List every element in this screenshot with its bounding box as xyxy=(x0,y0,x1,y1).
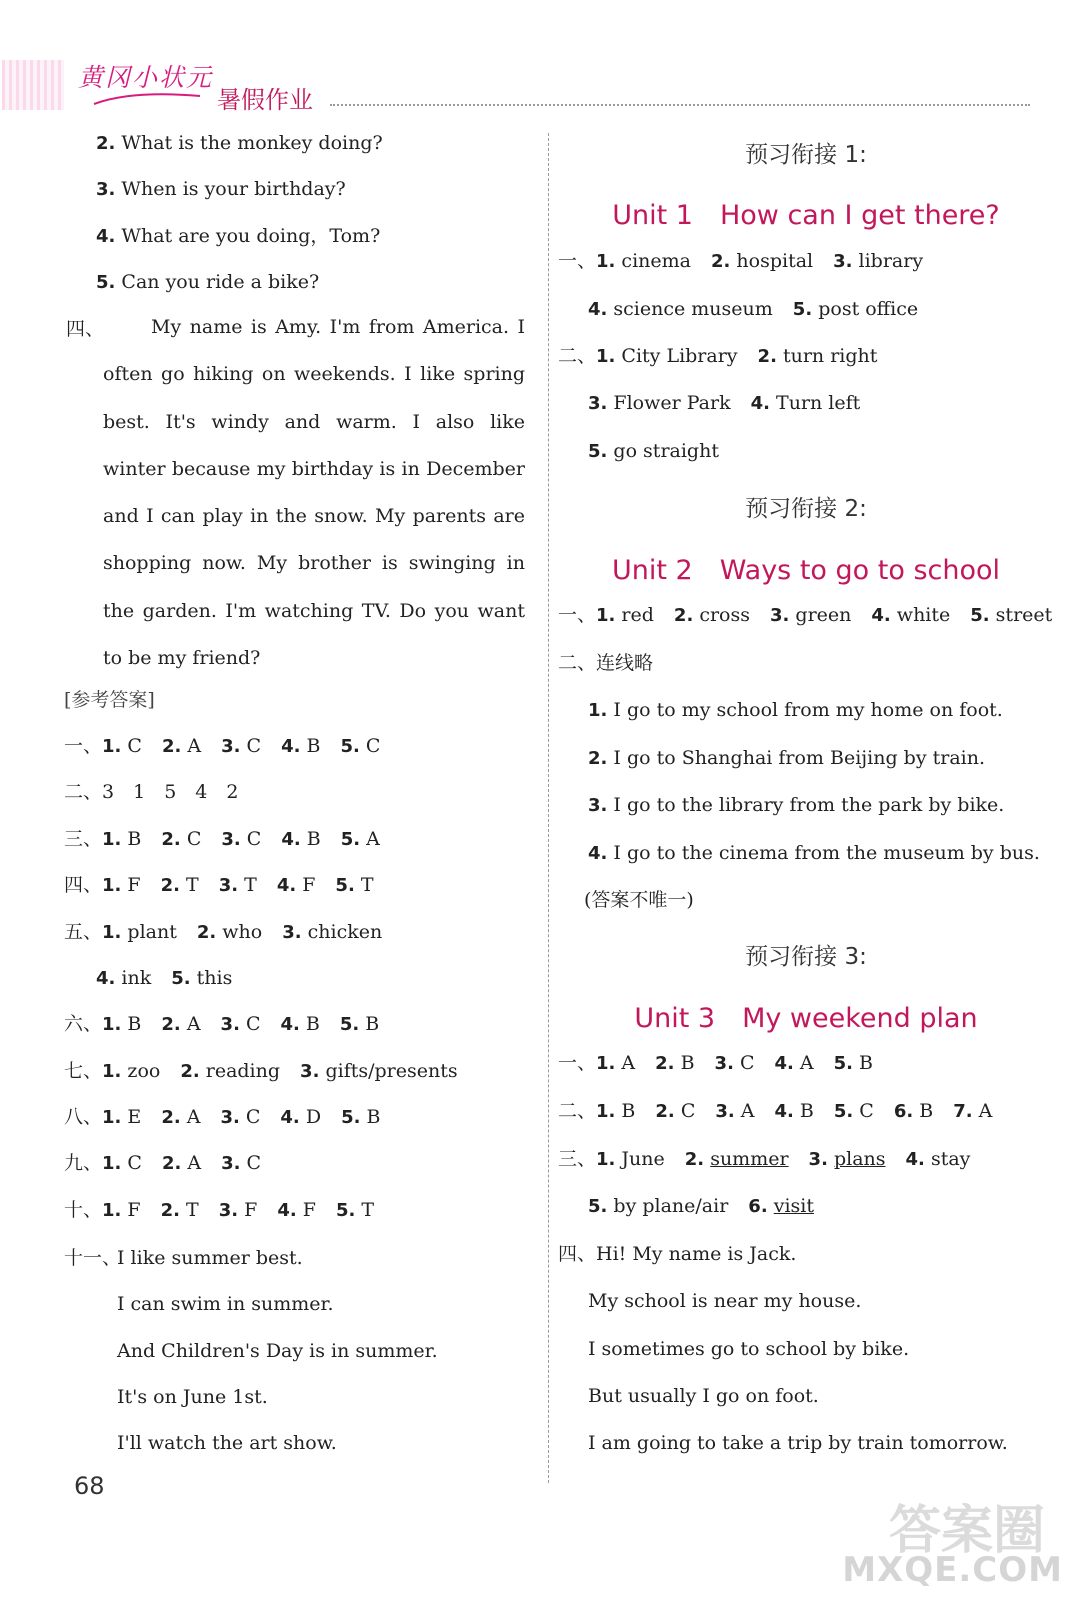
item-number: 1. xyxy=(596,1101,616,1122)
item-number: 3. xyxy=(714,1053,734,1074)
item-answer: D xyxy=(299,1106,322,1128)
answer-line xyxy=(64,779,238,805)
answer-line xyxy=(588,438,719,465)
item-number: 5. xyxy=(341,1107,361,1128)
item-answer: F xyxy=(238,1199,258,1221)
item-number: 4. xyxy=(281,829,301,850)
question-line: 4. What are you doing，Tom? xyxy=(96,225,381,247)
answer-line xyxy=(96,965,232,992)
item-number: 4. xyxy=(750,393,770,414)
item-answer: street xyxy=(989,604,1053,626)
answer-label: 七、 xyxy=(64,1060,103,1082)
item-number: 4. xyxy=(588,299,608,320)
item-number: 6. xyxy=(748,1196,768,1217)
item-number: 5. xyxy=(340,736,360,757)
item-answer: F xyxy=(296,874,316,896)
brand-logo: 黄冈小状元 xyxy=(78,63,214,92)
item-answer: green xyxy=(789,604,852,626)
item-answer: zoo xyxy=(121,1060,161,1082)
essay-line: And Children's Day is in summer. xyxy=(117,1340,438,1362)
item-number: 3. xyxy=(715,1101,735,1122)
header-decoration xyxy=(2,60,64,110)
item-number: 1. xyxy=(596,1053,616,1074)
header-dotted-rule xyxy=(330,104,1030,106)
item-number: 5. xyxy=(833,1101,854,1122)
answer-line: 三、1. June 2. summer 3. plans 4. stay xyxy=(558,1148,971,1170)
item-answer: T xyxy=(180,874,199,896)
item-answer: B xyxy=(615,1100,636,1122)
answer-label: 五、 xyxy=(64,921,103,943)
item-number: 5. xyxy=(335,1200,356,1221)
item-number: 3. xyxy=(220,1107,240,1128)
item-answer: F xyxy=(121,874,141,896)
answer-line xyxy=(64,1058,458,1085)
item-answer: A xyxy=(181,1152,202,1174)
answer-label: 八、 xyxy=(64,1106,103,1128)
item-number: 5. xyxy=(171,968,191,989)
item-number: 1. xyxy=(102,1200,122,1221)
item-number: 1. xyxy=(102,829,122,850)
item-answer: who xyxy=(216,921,263,943)
essay-line: But usually I go on foot. xyxy=(588,1385,819,1407)
item-number: 5. xyxy=(792,299,813,320)
item-answer: B xyxy=(121,828,142,850)
item-number: 2. xyxy=(161,829,181,850)
item-answer: F xyxy=(296,1199,316,1221)
item-answer: science museum xyxy=(607,298,773,320)
item-answer: go straight xyxy=(607,440,719,462)
item-answer: B xyxy=(674,1052,695,1074)
item-answer: A xyxy=(734,1100,755,1122)
item-answer: post office xyxy=(812,298,919,320)
answer-line: 一、1. red 2. cross 3. green 4. white 5. street xyxy=(558,604,1053,626)
item-answer: chicken xyxy=(301,921,383,943)
answer-line: 二、1. B 2. C 3. A 4. B 5. C 6. B 7. A xyxy=(558,1100,993,1122)
item-number: 2. xyxy=(161,1107,181,1128)
item-number: 4. xyxy=(281,736,301,757)
item-number: 1. xyxy=(102,1061,122,1082)
item-answer: C xyxy=(359,735,381,757)
answer-line xyxy=(64,872,374,899)
answer-line: 一、1. cinema 2. hospital 3. library xyxy=(558,250,924,272)
answer-label: 九、 xyxy=(64,1152,103,1174)
item-answer: hospital xyxy=(730,250,814,272)
item-number: 3. xyxy=(218,875,239,896)
item-answer: B xyxy=(793,1100,814,1122)
section-heading: 预习衔接 2: xyxy=(745,496,867,522)
item-number: 2. xyxy=(160,1200,180,1221)
answer-note: (答案不唯一) xyxy=(584,889,694,911)
item-answer: T xyxy=(354,874,374,896)
item-answer: gifts/presents xyxy=(319,1060,458,1082)
item-answer: turn right xyxy=(776,345,878,367)
item-number: 2. xyxy=(673,605,694,626)
question-line: 3. When is your birthday? xyxy=(96,178,346,200)
item-answer: B xyxy=(853,1052,874,1074)
sentence-line: 4. I go to the cinema from the museum by bus. xyxy=(588,842,1040,864)
question-line: 2. What is the monkey doing? xyxy=(96,132,383,154)
item-number: 2. xyxy=(161,1153,182,1174)
item-number: 5. xyxy=(588,1196,608,1217)
item-number: 2. xyxy=(710,251,731,272)
watermark-logo: 答案圈 MXQE.COM xyxy=(842,1500,1063,1590)
answer-line: 四、Hi! My name is Jack. xyxy=(558,1243,797,1265)
item-answer: A xyxy=(615,1052,636,1074)
item-number: 4. xyxy=(276,875,297,896)
item-number: 3. xyxy=(220,1014,240,1035)
item-answer: A xyxy=(180,1013,201,1035)
item-number: 3. xyxy=(221,1153,241,1174)
unit-title: Unit 3 My weekend plan xyxy=(634,1003,978,1034)
item-number: 1. xyxy=(596,346,616,367)
item-answer: B xyxy=(121,1013,142,1035)
sentence-line: 1. I go to my school from my home on foot. xyxy=(588,699,1003,721)
item-number: 2. xyxy=(160,875,180,896)
item-number: 3. xyxy=(221,736,241,757)
item-number: 2. xyxy=(655,1101,675,1122)
item-answer: reading xyxy=(199,1060,281,1082)
item-number: 1. xyxy=(596,605,616,626)
question-line: 5. Can you ride a bike? xyxy=(96,271,320,293)
item-answer: C xyxy=(853,1100,874,1122)
item-number: 4. xyxy=(277,1200,297,1221)
item-answer: visit xyxy=(773,1195,814,1217)
item-number: 5. xyxy=(340,829,361,850)
item-answer: B xyxy=(913,1100,934,1122)
item-answer: T xyxy=(355,1199,375,1221)
item-number: 5. xyxy=(339,1014,360,1035)
answer-label: 十一、 xyxy=(64,1247,122,1269)
item-number: 4. xyxy=(774,1101,794,1122)
item-number: 5. xyxy=(335,875,355,896)
reference-answer-title: [参考答案] xyxy=(64,689,155,711)
answer-line: 二、连线略 xyxy=(558,652,654,674)
essay-line: My school is near my house. xyxy=(588,1290,862,1312)
passage-text: My name is Amy. I'm from America. I often go hiking on weekends. I like spring best. It's windy and warm. I also like winter because my birthday is in December and I can play in the snow. My parents are shopping now. My brother is swinging in the garden. I'm watching TV. Do you want to be my friend? xyxy=(103,316,525,670)
item-answer: C xyxy=(240,828,262,850)
item-answer: Flower Park xyxy=(607,392,731,414)
sentence-line: 3. I go to the library from the park by bike. xyxy=(588,794,1005,816)
item-answer: library xyxy=(852,250,924,272)
item-answer: T xyxy=(180,1199,199,1221)
item-number: 4. xyxy=(774,1053,794,1074)
essay-line: I like summer best. xyxy=(117,1247,303,1269)
item-answer: City Library xyxy=(615,345,738,367)
item-number: 1. xyxy=(596,1149,616,1170)
item-answer: by plane/air xyxy=(607,1195,729,1217)
answer-line: 一、1. A 2. B 3. C 4. A 5. B xyxy=(558,1052,874,1074)
answer-line xyxy=(64,1011,379,1038)
unit-title: Unit 2 Ways to go to school xyxy=(611,555,1001,586)
item-number: 3. xyxy=(808,1149,828,1170)
answer-line xyxy=(64,919,382,946)
item-answer: C xyxy=(674,1100,696,1122)
item-answer: E xyxy=(121,1106,142,1128)
item-number: 3. xyxy=(218,1200,239,1221)
item-number: 3. xyxy=(300,1061,320,1082)
item-answer: A xyxy=(181,735,202,757)
item-answer: cross xyxy=(693,604,750,626)
header-title: 暑假作业 xyxy=(217,86,313,114)
essay-line: I can swim in summer. xyxy=(117,1293,334,1315)
item-number: 6. xyxy=(893,1101,914,1122)
item-number: 4. xyxy=(871,605,891,626)
item-number: 1. xyxy=(102,1014,122,1035)
item-answer: white xyxy=(890,604,951,626)
answer-line xyxy=(588,390,860,417)
item-answer: C xyxy=(240,735,262,757)
item-answer: summer xyxy=(710,1148,789,1170)
answer-line xyxy=(64,733,380,760)
answer-label: 十、 xyxy=(64,1199,103,1221)
item-answer: red xyxy=(615,604,654,626)
essay-line: It's on June 1st. xyxy=(117,1386,268,1408)
item-answer: C xyxy=(121,1152,142,1174)
item-number: 5. xyxy=(833,1053,854,1074)
answer-label: 三、 xyxy=(64,828,103,850)
essay-line: I sometimes go to school by bike. xyxy=(588,1338,910,1360)
passage-label: 四、 xyxy=(66,318,105,340)
item-number: 3. xyxy=(588,393,608,414)
answer-label: 四、 xyxy=(64,874,103,896)
page-number: 68 xyxy=(74,1472,105,1500)
item-answer: this xyxy=(190,967,233,989)
item-number: 5. xyxy=(970,605,990,626)
item-answer: F xyxy=(121,1199,141,1221)
item-number: 3. xyxy=(770,605,790,626)
item-number: 2. xyxy=(196,922,217,943)
item-answer: C xyxy=(121,735,142,757)
item-number: 1. xyxy=(102,736,122,757)
item-answer: B xyxy=(299,1013,320,1035)
section-heading: 预习衔接 3: xyxy=(745,944,867,970)
item-number: 2. xyxy=(161,1014,181,1035)
essay-line: I am going to take a trip by train tomorrow. xyxy=(588,1432,1008,1454)
answer-label: 一、 xyxy=(64,735,103,757)
answer-label: 六、 xyxy=(64,1013,103,1035)
item-answer: stay xyxy=(924,1148,971,1170)
item-number: 4. xyxy=(280,1107,300,1128)
unit-title: Unit 1 How can I get there? xyxy=(612,200,1000,231)
item-answer: A xyxy=(360,828,380,850)
item-answer: B xyxy=(300,828,321,850)
sentence-line: 2. I go to Shanghai from Beijing by train. xyxy=(588,747,986,769)
item-answer: plant xyxy=(121,921,177,943)
item-number: 5. xyxy=(588,441,608,462)
item-number: 1. xyxy=(596,251,616,272)
item-answer: C xyxy=(180,828,202,850)
item-answer: June xyxy=(615,1148,665,1170)
item-number: 3. xyxy=(833,251,853,272)
answer-line xyxy=(588,1193,814,1220)
answer-line xyxy=(64,1197,374,1224)
section-heading: 预习衔接 1: xyxy=(745,142,867,168)
item-answer: C xyxy=(239,1013,261,1035)
item-answer: B xyxy=(359,1013,380,1035)
item-number: 2. xyxy=(180,1061,200,1082)
item-answer: B xyxy=(300,735,321,757)
item-answer: T xyxy=(238,874,257,896)
item-answer: B xyxy=(360,1106,381,1128)
item-answer: C xyxy=(240,1152,262,1174)
item-answer: cinema xyxy=(615,250,691,272)
page-header xyxy=(0,0,1083,120)
item-answer: 3 1 5 4 2 xyxy=(102,781,239,803)
answer-line: 二、1. City Library 2. turn right xyxy=(558,345,878,367)
item-answer: C xyxy=(239,1106,261,1128)
item-answer: A xyxy=(793,1052,814,1074)
item-number: 2. xyxy=(161,736,182,757)
answer-line xyxy=(64,826,380,853)
brand-swoosh-icon xyxy=(92,88,202,108)
item-answer: A xyxy=(180,1106,201,1128)
essay-line: I'll watch the art show. xyxy=(117,1432,337,1454)
item-number: 1. xyxy=(102,1153,122,1174)
item-number: 4. xyxy=(905,1149,925,1170)
answer-line xyxy=(64,1104,380,1131)
item-number: 1. xyxy=(102,922,122,943)
answer-line xyxy=(588,296,918,323)
item-number: 1. xyxy=(102,1107,122,1128)
answer-line xyxy=(64,1150,261,1177)
item-answer: plans xyxy=(833,1148,886,1170)
item-number: 3. xyxy=(221,829,241,850)
item-answer: C xyxy=(733,1052,755,1074)
answer-label: 二、 xyxy=(64,781,103,803)
item-answer: A xyxy=(972,1100,993,1122)
item-number: 3. xyxy=(282,922,302,943)
item-number: 1. xyxy=(102,875,122,896)
item-number: 2. xyxy=(655,1053,675,1074)
item-number: 4. xyxy=(280,1014,300,1035)
item-number: 4. xyxy=(96,968,116,989)
item-number: 2. xyxy=(684,1149,705,1170)
item-answer: ink xyxy=(115,967,152,989)
item-answer: Turn left xyxy=(769,392,861,414)
item-number: 7. xyxy=(953,1101,973,1122)
item-number: 2. xyxy=(757,346,777,367)
column-divider xyxy=(548,133,549,1483)
